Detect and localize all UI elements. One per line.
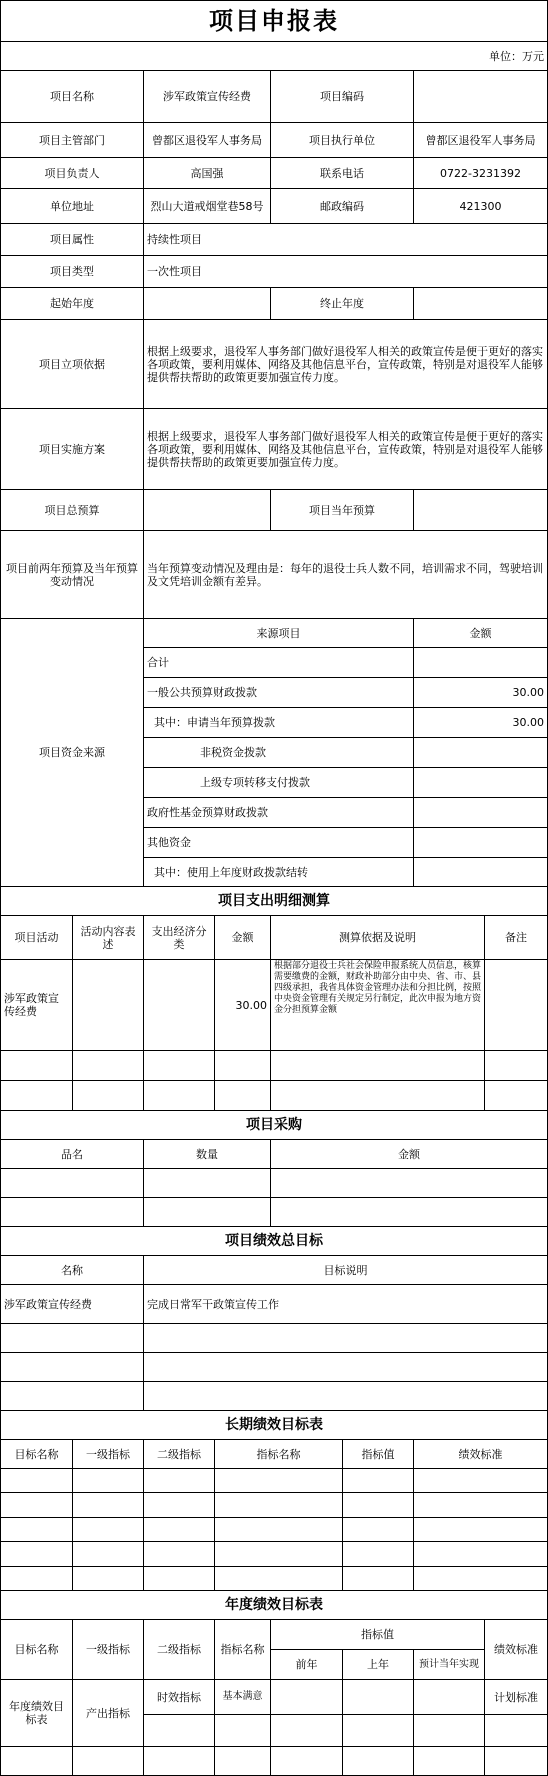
type-label: 项目类型 (0, 255, 144, 288)
funds-row-name: 上级专项转移支付拨款 (143, 767, 414, 798)
expense-header-content: 活动内容表述 (72, 915, 144, 960)
long-term-empty-cell (214, 1541, 343, 1566)
annual-empty-cell (270, 1746, 343, 1776)
total-budget-label: 项目总预算 (0, 489, 144, 531)
start-year-label: 起始年度 (0, 287, 144, 320)
annual-header-level1: 一级指标 (72, 1619, 144, 1680)
annual-empty-cell (270, 1679, 343, 1715)
long-term-empty-cell (72, 1492, 144, 1517)
funds-col-source: 来源项目 (143, 618, 414, 648)
purchase-empty-cell (143, 1168, 271, 1198)
expense-empty-cell (270, 1080, 485, 1111)
long-term-empty-cell (214, 1468, 343, 1493)
annual-section-title: 年度绩效目标表 (0, 1590, 548, 1620)
annual-header-goal: 目标名称 (0, 1619, 73, 1680)
funds-row-amount (413, 797, 548, 828)
annual-empty-cell (413, 1714, 485, 1747)
perf-total-desc: 完成日常军干政策宣传工作 (143, 1284, 548, 1324)
expense-content (72, 959, 144, 1051)
annual-subheader-prev2: 前年 (270, 1649, 343, 1680)
expense-header-amount: 金额 (214, 915, 271, 960)
budget-change-label: 项目前两年预算及当年预算变动情况 (0, 530, 144, 619)
funds-row-amount: 30.00 (413, 707, 548, 738)
annual-empty-cell (413, 1746, 485, 1776)
long-term-empty-cell (342, 1566, 414, 1591)
funds-row-amount: 30.00 (413, 677, 548, 708)
annual-empty-cell (0, 1746, 73, 1776)
perf-total-empty-cell (143, 1352, 548, 1382)
long-term-header-level2: 二级指标 (143, 1439, 215, 1469)
expense-header-category: 支出经济分类 (143, 915, 215, 960)
long-term-empty-cell (72, 1468, 144, 1493)
perf-total-header-name: 名称 (0, 1255, 144, 1285)
leader-value: 高国强 (143, 157, 271, 189)
annual-empty-cell (270, 1714, 343, 1747)
long-term-empty-cell (413, 1492, 548, 1517)
perf-total-name: 涉军政策宣传经费 (0, 1284, 144, 1324)
purchase-header-qty: 数量 (143, 1139, 271, 1169)
annual-empty-cell (342, 1746, 414, 1776)
annual-level1: 产出指标 (72, 1679, 144, 1747)
expense-activity: 涉军政策宣传经费 (0, 959, 73, 1051)
funds-row-name: 合计 (143, 647, 414, 678)
dept-label: 项目主管部门 (0, 122, 144, 158)
long-term-empty-cell (0, 1566, 73, 1591)
annual-empty-cell (342, 1714, 414, 1747)
long-term-empty-cell (72, 1541, 144, 1566)
long-term-empty-cell (413, 1541, 548, 1566)
long-term-empty-cell (143, 1566, 215, 1591)
perf-total-empty-cell (0, 1381, 144, 1411)
funds-row-amount (413, 857, 548, 887)
long-term-header-goal: 目标名称 (0, 1439, 73, 1469)
long-term-empty-cell (0, 1492, 73, 1517)
long-term-header-standard: 绩效标准 (413, 1439, 548, 1469)
phone-value: 0722-3231392 (413, 157, 548, 189)
annual-empty-cell (484, 1714, 548, 1747)
zip-label: 邮政编码 (270, 188, 414, 224)
exec-unit-label: 项目执行单位 (270, 122, 414, 158)
purchase-empty-cell (270, 1197, 548, 1227)
purchase-header-amount: 金额 (270, 1139, 548, 1169)
project-name-label: 项目名称 (0, 70, 144, 123)
annual-level2: 时效指标 (143, 1679, 215, 1715)
long-term-empty-cell (72, 1566, 144, 1591)
expense-amount: 30.00 (214, 959, 271, 1051)
annual-indicator: 基本满意 (214, 1679, 271, 1715)
long-term-empty-cell (0, 1468, 73, 1493)
funds-row-name: 其中：使用上年度财政拨款结转 (143, 857, 414, 887)
expense-basis: 根据部分退役士兵社会保险申报系统人员信息，核算需要缴费的金额，财政补助部分由中央、省、市、县四级承担，我省具体资金管理办法和分担比例，按照中央资金管理有关规定另行制定，此次申报为地方资金分担预算金额 (270, 959, 485, 1051)
expense-header-basis: 测算依据及说明 (270, 915, 485, 960)
perf-total-empty-cell (0, 1352, 144, 1382)
expense-empty-cell (143, 1050, 215, 1081)
expense-header-activity: 项目活动 (0, 915, 73, 960)
expense-empty-cell (484, 1080, 548, 1111)
long-term-empty-cell (143, 1468, 215, 1493)
expense-empty-cell (0, 1080, 73, 1111)
long-term-empty-cell (214, 1492, 343, 1517)
project-name-value: 涉军政策宣传经费 (143, 70, 271, 123)
perf-total-header-desc: 目标说明 (143, 1255, 548, 1285)
annual-empty-cell (72, 1746, 144, 1776)
end-year-value (413, 287, 548, 320)
expense-empty-cell (143, 1080, 215, 1111)
long-term-empty-cell (143, 1492, 215, 1517)
long-term-header-level1: 一级指标 (72, 1439, 144, 1469)
funds-col-amount: 金额 (413, 618, 548, 648)
long-term-empty-cell (342, 1541, 414, 1566)
long-term-empty-cell (342, 1468, 414, 1493)
purchase-header-item: 品名 (0, 1139, 144, 1169)
long-term-empty-cell (0, 1541, 73, 1566)
long-term-empty-cell (72, 1517, 144, 1542)
long-term-empty-cell (413, 1517, 548, 1542)
expense-empty-cell (72, 1050, 144, 1081)
perf-total-empty-cell (143, 1323, 548, 1353)
annual-header-value: 指标值 (270, 1619, 485, 1650)
purchase-empty-cell (143, 1197, 271, 1227)
perf-total-empty-cell (143, 1381, 548, 1411)
leader-label: 项目负责人 (0, 157, 144, 189)
funds-source-label: 项目资金来源 (0, 618, 144, 887)
funds-row-name: 一般公共预算财政拨款 (143, 677, 414, 708)
purchase-empty-cell (0, 1197, 144, 1227)
end-year-label: 终止年度 (270, 287, 414, 320)
purchase-section-title: 项目采购 (0, 1110, 548, 1140)
expense-section-title: 项目支出明细测算 (0, 886, 548, 916)
expense-note (484, 959, 548, 1051)
long-term-empty-cell (143, 1541, 215, 1566)
long-term-empty-cell (0, 1517, 73, 1542)
address-label: 单位地址 (0, 188, 144, 224)
phone-label: 联系电话 (270, 157, 414, 189)
funds-row-amount (413, 647, 548, 678)
long-term-empty-cell (342, 1517, 414, 1542)
perf-total-empty-cell (0, 1323, 144, 1353)
total-budget-value (143, 489, 271, 531)
long-term-empty-cell (214, 1517, 343, 1542)
annual-header-standard: 绩效标准 (484, 1619, 548, 1680)
annual-standard: 计划标准 (484, 1679, 548, 1715)
annual-header-indicator: 指标名称 (214, 1619, 271, 1680)
long-term-empty-cell (413, 1468, 548, 1493)
basis-label: 项目立项依据 (0, 319, 144, 409)
zip-value: 421300 (413, 188, 548, 224)
expense-empty-cell (484, 1050, 548, 1081)
annual-subheader-current: 预计当年实现 (413, 1649, 485, 1680)
plan-value: 根据上级要求，退役军人事务部门做好退役军人相关的政策宣传是便于更好的落实各项政策，要利用媒体、网络及其他信息平台，宣传政策，特别是对退役军人能够提供帮扶帮助的政策更要加强宣传力度。 (143, 408, 548, 490)
purchase-empty-cell (270, 1168, 548, 1198)
funds-row-name: 非税资金拨款 (143, 737, 414, 768)
long-term-empty-cell (143, 1517, 215, 1542)
expense-empty-cell (72, 1080, 144, 1111)
expense-empty-cell (214, 1080, 271, 1111)
address-value: 烈山大道戒烟堂巷58号 (143, 188, 271, 224)
funds-row-name: 其中：申请当年预算拨款 (143, 707, 414, 738)
annual-subheader-prev1: 上年 (342, 1649, 414, 1680)
purchase-empty-cell (0, 1168, 144, 1198)
funds-row-amount (413, 827, 548, 858)
funds-row-name: 其他资金 (143, 827, 414, 858)
long-term-empty-cell (342, 1492, 414, 1517)
annual-empty-cell (143, 1714, 215, 1747)
year-budget-label: 项目当年预算 (270, 489, 414, 531)
funds-row-amount (413, 737, 548, 768)
annual-empty-cell (143, 1746, 215, 1776)
annual-header-level2: 二级指标 (143, 1619, 215, 1680)
unit-label: 单位：万元 (0, 41, 548, 71)
dept-value: 曾都区退役军人事务局 (143, 122, 271, 158)
expense-empty-cell (214, 1050, 271, 1081)
funds-row-name: 政府性基金预算财政拨款 (143, 797, 414, 828)
perf-total-section-title: 项目绩效总目标 (0, 1226, 548, 1256)
budget-change-value: 当年预算变动情况及理由是：每年的退役士兵人数不同，培训需求不同，驾驶培训及文凭培训金额有差异。 (143, 530, 548, 619)
expense-header-note: 备注 (484, 915, 548, 960)
long-term-empty-cell (413, 1566, 548, 1591)
year-budget-value (413, 489, 548, 531)
expense-empty-cell (0, 1050, 73, 1081)
sheet-title: 项目申报表 (0, 0, 548, 42)
start-year-value (143, 287, 271, 320)
long-term-empty-cell (214, 1566, 343, 1591)
exec-unit-value: 曾都区退役军人事务局 (413, 122, 548, 158)
attribute-value: 持续性项目 (143, 223, 548, 256)
expense-category (143, 959, 215, 1051)
annual-empty-cell (342, 1679, 414, 1715)
long-term-section-title: 长期绩效目标表 (0, 1410, 548, 1440)
expense-empty-cell (270, 1050, 485, 1081)
annual-empty-cell (413, 1679, 485, 1715)
project-code-value (413, 70, 548, 123)
long-term-header-indicator: 指标名称 (214, 1439, 343, 1469)
annual-goal: 年度绩效目标表 (0, 1679, 73, 1747)
annual-empty-cell (214, 1714, 271, 1747)
long-term-header-value: 指标值 (342, 1439, 414, 1469)
project-code-label: 项目编码 (270, 70, 414, 123)
type-value: 一次性项目 (143, 255, 548, 288)
annual-empty-cell (214, 1746, 271, 1776)
attribute-label: 项目属性 (0, 223, 144, 256)
basis-value: 根据上级要求，退役军人事务部门做好退役军人相关的政策宣传是便于更好的落实各项政策，要利用媒体、网络及其他信息平台，宣传政策，特别是对退役军人能够提供帮扶帮助的政策更要加强宣传力度。 (143, 319, 548, 409)
funds-row-amount (413, 767, 548, 798)
plan-label: 项目实施方案 (0, 408, 144, 490)
annual-empty-cell (484, 1746, 548, 1776)
